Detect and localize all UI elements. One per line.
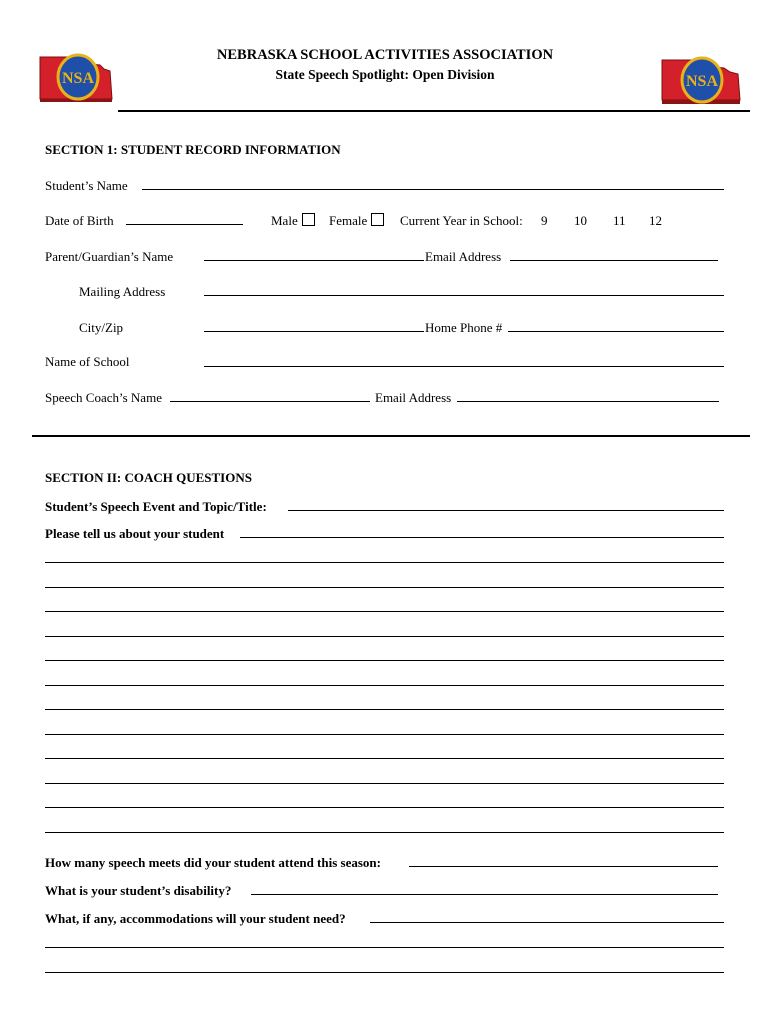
section1-title: SECTION 1: STUDENT RECORD INFORMATION	[45, 142, 341, 157]
home-phone-field[interactable]	[508, 331, 724, 332]
parent-name-label: Parent/Guardian’s Name	[45, 249, 174, 264]
disability-label: What is your student’s disability?	[45, 883, 232, 898]
answer-line[interactable]	[45, 972, 724, 973]
answer-line[interactable]	[45, 587, 724, 588]
parent-name-field[interactable]	[204, 260, 424, 261]
coach-name-label: Speech Coach’s Name	[45, 390, 162, 405]
home-phone-label: Home Phone #	[425, 320, 503, 335]
section-divider	[32, 435, 750, 437]
year-label: Current Year in School:	[400, 213, 523, 228]
org-title: NEBRASKA SCHOOL ACTIVITIES ASSOCIATION	[216, 47, 554, 63]
year-option-9[interactable]: 9	[541, 213, 548, 228]
male-option[interactable]	[271, 213, 315, 229]
accommodations-field[interactable]	[370, 922, 724, 923]
svg-text:NSA: NSA	[685, 73, 719, 90]
section2-title: SECTION II: COACH QUESTIONS	[45, 470, 252, 485]
male-checkbox[interactable]	[302, 213, 315, 226]
student-name-field[interactable]	[142, 189, 724, 190]
city-zip-field[interactable]	[204, 331, 424, 332]
dob-field[interactable]	[126, 224, 243, 225]
accommodations-label: What, if any, accommodations will your student need?	[45, 911, 346, 926]
student-name-label: Student’s Name	[45, 178, 128, 193]
coach-email-label: Email Address	[375, 390, 452, 405]
answer-line[interactable]	[45, 660, 724, 661]
dob-label: Date of Birth	[45, 213, 114, 228]
year-option-10[interactable]: 10	[574, 213, 587, 228]
female-checkbox[interactable]	[371, 213, 384, 226]
speech-event-field[interactable]	[288, 510, 724, 511]
answer-line[interactable]	[45, 636, 724, 637]
coach-name-field[interactable]	[170, 401, 370, 402]
answer-line[interactable]	[45, 832, 724, 833]
mailing-address-field[interactable]	[204, 295, 724, 296]
answer-line[interactable]	[45, 783, 724, 784]
speech-meets-label: How many speech meets did your student attend this season:	[45, 855, 381, 870]
male-label: Male	[271, 213, 298, 228]
parent-email-label: Email Address	[425, 249, 502, 264]
speech-event-label: Student’s Speech Event and Topic/Title:	[45, 499, 267, 514]
female-option[interactable]	[329, 213, 384, 229]
answer-line[interactable]	[45, 807, 724, 808]
school-name-label: Name of School	[45, 354, 130, 369]
year-option-12[interactable]: 12	[649, 213, 662, 228]
answer-line[interactable]	[45, 947, 724, 948]
answer-line[interactable]	[45, 611, 724, 612]
page-subtitle: State Speech Spotlight: Open Division	[275, 67, 495, 82]
answer-line[interactable]	[45, 685, 724, 686]
female-label: Female	[329, 213, 368, 228]
tell-us-field[interactable]	[240, 537, 724, 538]
year-option-11[interactable]: 11	[613, 213, 626, 228]
speech-meets-field[interactable]	[409, 866, 718, 867]
city-zip-label: City/Zip	[79, 320, 124, 335]
disability-field[interactable]	[251, 894, 718, 895]
answer-line[interactable]	[45, 734, 724, 735]
answer-line[interactable]	[45, 709, 724, 710]
school-name-field[interactable]	[204, 366, 724, 367]
header-divider	[118, 110, 750, 112]
mailing-address-label: Mailing Address	[79, 284, 166, 299]
parent-email-field[interactable]	[510, 260, 718, 261]
coach-email-field[interactable]	[457, 401, 719, 402]
answer-line[interactable]	[45, 562, 724, 563]
answer-line[interactable]	[45, 758, 724, 759]
tell-us-label: Please tell us about your student	[45, 526, 225, 541]
svg-text:NSA: NSA	[61, 70, 95, 87]
